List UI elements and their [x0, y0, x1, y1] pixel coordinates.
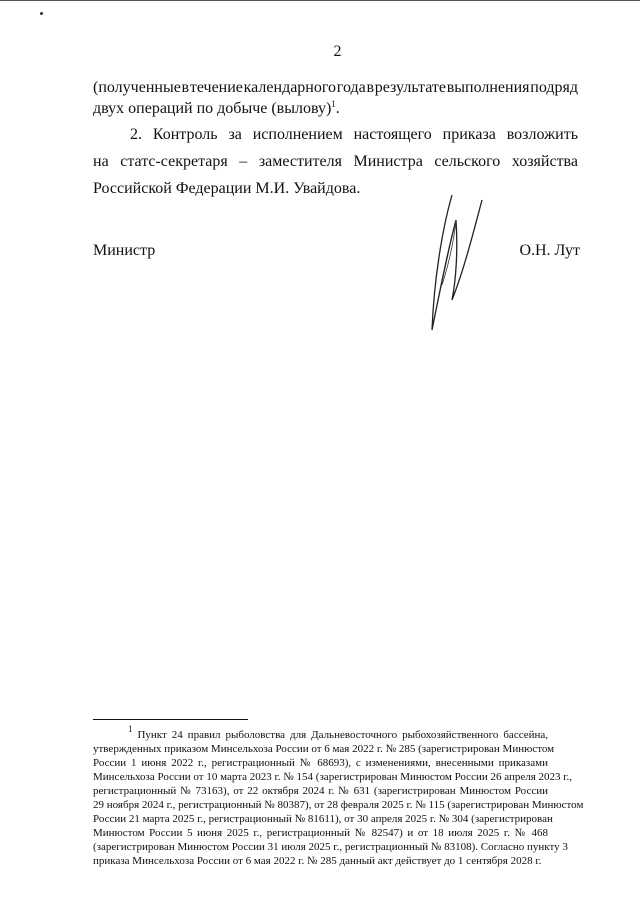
paragraph-line: 2. Контроль за исполнением настоящего приказа возложить — [130, 126, 578, 143]
signatory-name: О.Н. Лут — [519, 242, 580, 259]
page-number: 2 — [333, 43, 342, 60]
footnote-line: регистрационный № 73163), от 22 октября 2024 г. № 631 (зарегистрирован Минюстом России — [93, 785, 548, 797]
footnote-text: Пункт 24 правил рыболовства для Дальневосточного рыбохозяйственного бассейна, — [137, 729, 549, 741]
footnote-line: России 1 июня 2022 г., регистрационный № 68693), с изменениями, внесенными приказами — [93, 757, 548, 769]
footnote-line: Минюстом России 5 июня 2025 г., регистрационный № 82547) и от 18 июля 2025 г. № 468 — [93, 827, 548, 839]
paragraph-line: (полученные в течение календарного года в результате выполнения подряд — [93, 79, 578, 96]
paragraph-line: двух операций по добыче (вылову)$^1$. — [93, 99, 340, 117]
footnote-reference: 1 — [331, 99, 336, 109]
paragraph-line: на статс-секретаря – заместителя Министра сельского хозяйства — [93, 153, 578, 170]
footnote-line: 29 ноября 2024 г., регистрационный № 80387), от 28 февраля 2025 г. № 115 (зарегистрирован Минюстом — [93, 799, 584, 811]
handwritten-signature — [412, 190, 492, 340]
scan-edge — [0, 0, 640, 1]
footnote-marker: 1 — [128, 724, 133, 734]
footnote-separator — [93, 719, 248, 720]
footnote-line: приказа Минсельхоза России от 6 мая 2022 г. № 285 данный акт действует до 1 сентября 2028 г. — [93, 855, 542, 867]
footnote-line: (зарегистрирован Минюстом России 31 июля 2025 г., регистрационный № 83108). Согласно пункту 3 — [93, 841, 568, 853]
paragraph-text: двух операций по добыче (вылову) — [93, 100, 332, 117]
footnote-line: Минсельхоза России от 10 марта 2023 г. № 154 (зарегистрирован Минюстом России 26 апреля 2023 г., — [93, 771, 573, 783]
footnote-line — [128, 724, 549, 742]
footnote-line: утвержденных приказом Минсельхоза России от 6 мая 2022 г. № 285 (зарегистрирован Минюстом — [93, 743, 555, 755]
scan-speck — [40, 12, 43, 15]
signatory-position: Министр — [93, 242, 156, 259]
footnote-line: России 21 марта 2025 г., регистрационный № 81611), от 30 апреля 2025 г. № 304 (зарегистрирован — [93, 813, 553, 825]
paragraph-line: Российской Федерации М.И. Увайдова. — [93, 180, 361, 197]
